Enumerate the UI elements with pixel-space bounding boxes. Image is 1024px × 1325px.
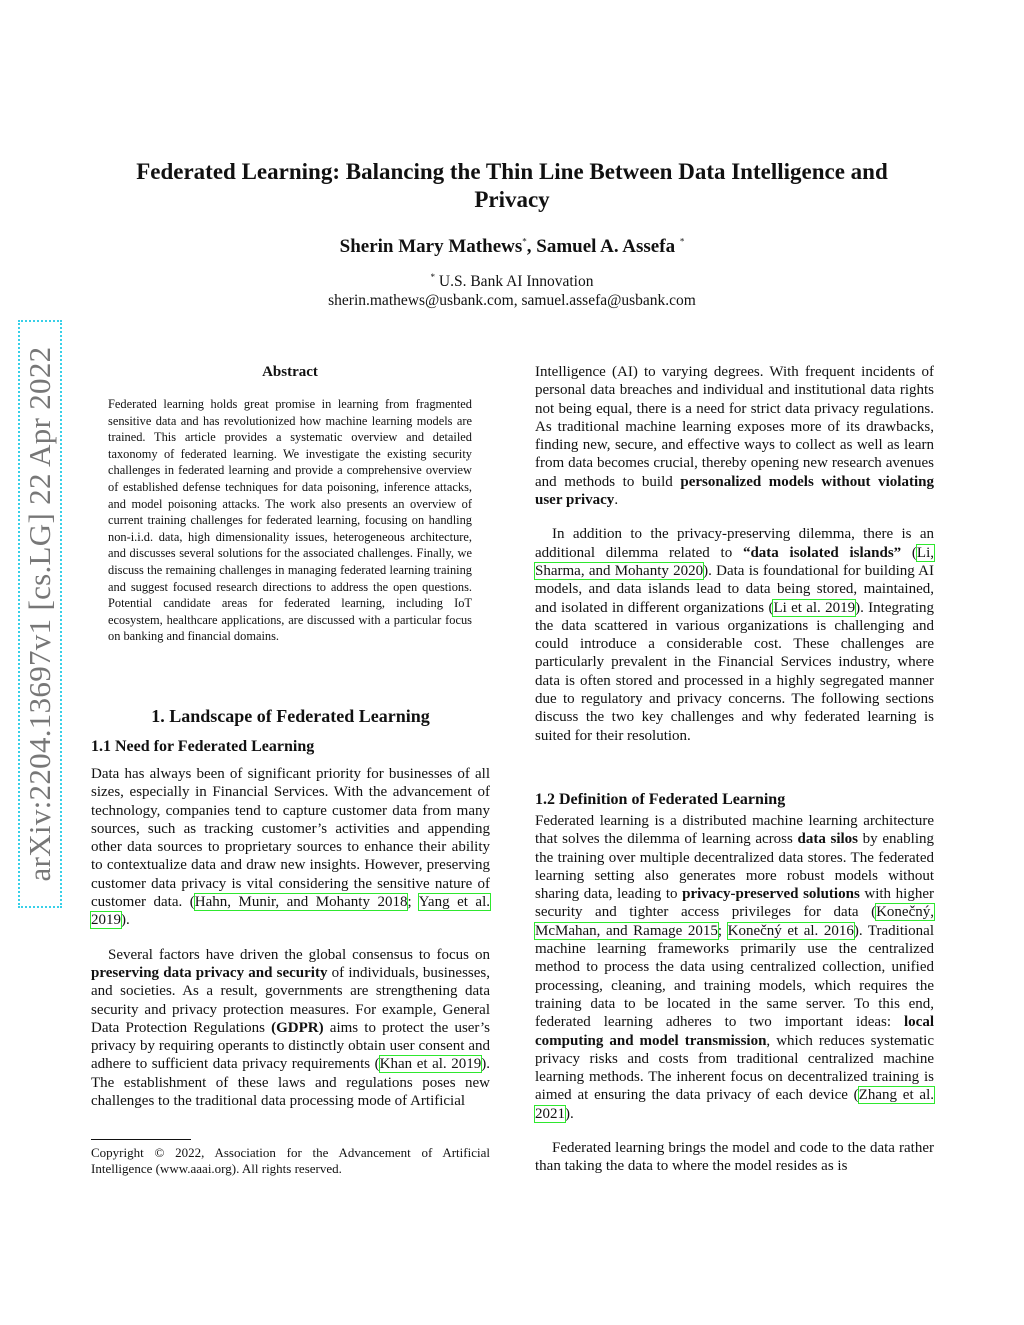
paragraph: Intelligence (AI) to varying degrees. With frequent incidents of personal data breaches and individual and institutional data rights not being equal, there is a need for strict data privacy regulations. As traditional machine learning exposes more of its drawbacks, finding new, secure, and effective ways to collect as well as learn from data becomes crucial, thereby opening new research avenues and methods to build personalized models without violating user privacy. — [535, 364, 934, 509]
footnote-rule — [91, 1139, 191, 1140]
citation-link[interactable]: Yang et al. 2019 — [91, 894, 490, 929]
arxiv-identifier-link[interactable] — [18, 320, 62, 908]
author-list — [100, 236, 924, 258]
left-column-body — [91, 765, 490, 1110]
copyright-notice: Copyright © 2022, Association for the Advancement of Artificial Intelligence (www.aaai.org). All rights reserved. — [91, 1145, 490, 1176]
author-name: Samuel A. Assefa — [536, 236, 676, 257]
section-heading: 1. Landscape of Federated Learning — [151, 706, 430, 726]
paragraph: Several factors have driven the global consensus to focus on preserving data privacy and security of individuals, businesses, and societies. As a result, governments are strengthening data security and privacy protection measures. For example, General Data Protection Regulations (GDPR) aims to protect the user’s privacy by requiring operants to distinctly obtain user consent and adhere to sufficient data privacy requirements (Khan et al. 2019). The establishment of these laws and regulations poses new challenges to the traditional data processing mode of Artificial — [91, 946, 490, 1110]
citation-link[interactable]: Konečný et al. 2016 — [727, 922, 854, 939]
paragraph: Data has always been of significant priority for businesses of all sizes, especially in Financial Services. With the advancement of technology, companies tend to capture customer data from many sources, such as tracking customer’s activities and appending other data sources to proprietary sources to enhance their ability to contextualize data and draw new insights. However, preserving customer data privacy is vital considering the sensitive nature of customer data. (Hahn, Munir, and Mohanty 2018; Yang et al. 2019). — [91, 766, 490, 929]
affiliation-mark: * — [430, 272, 436, 282]
abstract-heading: Abstract — [262, 364, 318, 380]
affiliation: U.S. Bank AI Innovation — [438, 273, 594, 291]
author-mark: * — [679, 236, 685, 247]
author-separator: , — [526, 236, 537, 257]
paragraph: Federated learning is a distributed machine learning architecture that solves the dilemma of learning across data silos by enabling the training over multiple decentralized data stores. The federated learning setting also generates more robust models without sharing data, leading to privacy-preserved solutions with higher security and tighter access privileges for data (Konečný, McMahan, and Ramage 2015; Konečný et al. 2016). Traditional machine learning frameworks primarily use the centralized method to process the data using centralized collection, unified processing, cleaning, and training models, which requires the training data to be located in the same server. To this end, federated learning adheres to two important ideas: local computing and model transmission, which reduces systematic privacy risks and costs from traditional centralized machine learning methods. The inherent focus on decentralized training is aimed at ensuring the data privacy of each device (Zhang et al. 2021). — [535, 813, 935, 1122]
citation-link[interactable]: Konečný, McMahan, and Ramage 2015 — [535, 904, 934, 939]
right-column-body-continued — [535, 812, 934, 1176]
citation-link[interactable]: Khan et al. 2019 — [379, 1056, 482, 1073]
citation-link[interactable]: Li, Sharma, and Mohanty 2020 — [535, 544, 934, 579]
paper-title: Federated Learning: Balancing the Thin Line Between Data Intelligence and Privacy — [136, 159, 888, 212]
subsection-heading: 1.1 Need for Federated Learning — [91, 738, 315, 755]
citation-link[interactable]: Li et al. 2019 — [773, 599, 856, 616]
affiliation-block — [100, 268, 924, 310]
arxiv-identifier: arXiv:2204.13697v1 [cs.LG] 22 Apr 2022 — [22, 346, 57, 882]
author-mark: * — [522, 236, 527, 247]
author-name: Sherin Mary Mathews — [339, 236, 523, 257]
citation-link[interactable]: Zhang et al. 2021 — [535, 1087, 934, 1122]
paragraph: Federated learning brings the model and code to the data rather than taking the data to where the model resides as is — [535, 1140, 934, 1175]
paragraph: In addition to the privacy-preserving dilemma, there is an additional dilemma related to “data isolated islands” (Li, Sharma, and Mohanty 2020). Data is foundational for building AI models, and data islands lead to data being stored, maintained, and isolated in different organizations (Li et al. 2019). Integrating the data scattered in various organizations is challenging and could introduce a considerable cost. These challenges are particularly prevalent in the Financial Services industry, where data is often stored and processed in a highly segregated manner due to regulatory and privacy concerns. The following sections discuss the two key challenges and why federated learning is suited for their resolution. — [535, 526, 935, 744]
abstract-text: Federated learning holds great promise in learning from fragmented sensitive data and has revolutionized how machine learning models are trained. This article provides a systematic overview and detailed taxonomy of federated learning. We investigate the existing security challenges in federated learning and provide a comprehensive overview of established defense techniques for data poisoning, inference attacks, and model poisoning attacks. The work also presents an overview of current training challenges for federated learning, focusing on handling non-i.i.d. data, high dimensionality issues, heterogeneous architecture, and discusses several solutions for the associated challenges. Finally, we discuss the remaining challenges in managing federated learning training and suggest focused research directions to address the open questions. Potential candidate areas for federated learning, including IoT ecosystem, healthcare applications, are discussed with a particular focus on banking and financial domains. — [108, 397, 472, 644]
subsection-heading: 1.2 Definition of Federated Learning — [535, 791, 786, 808]
author-emails: sherin.mathews@usbank.com, samuel.assefa@usbank.com — [328, 292, 696, 310]
citation-link[interactable]: Hahn, Munir, and Mohanty 2018 — [194, 894, 408, 911]
right-column-body — [535, 363, 934, 745]
